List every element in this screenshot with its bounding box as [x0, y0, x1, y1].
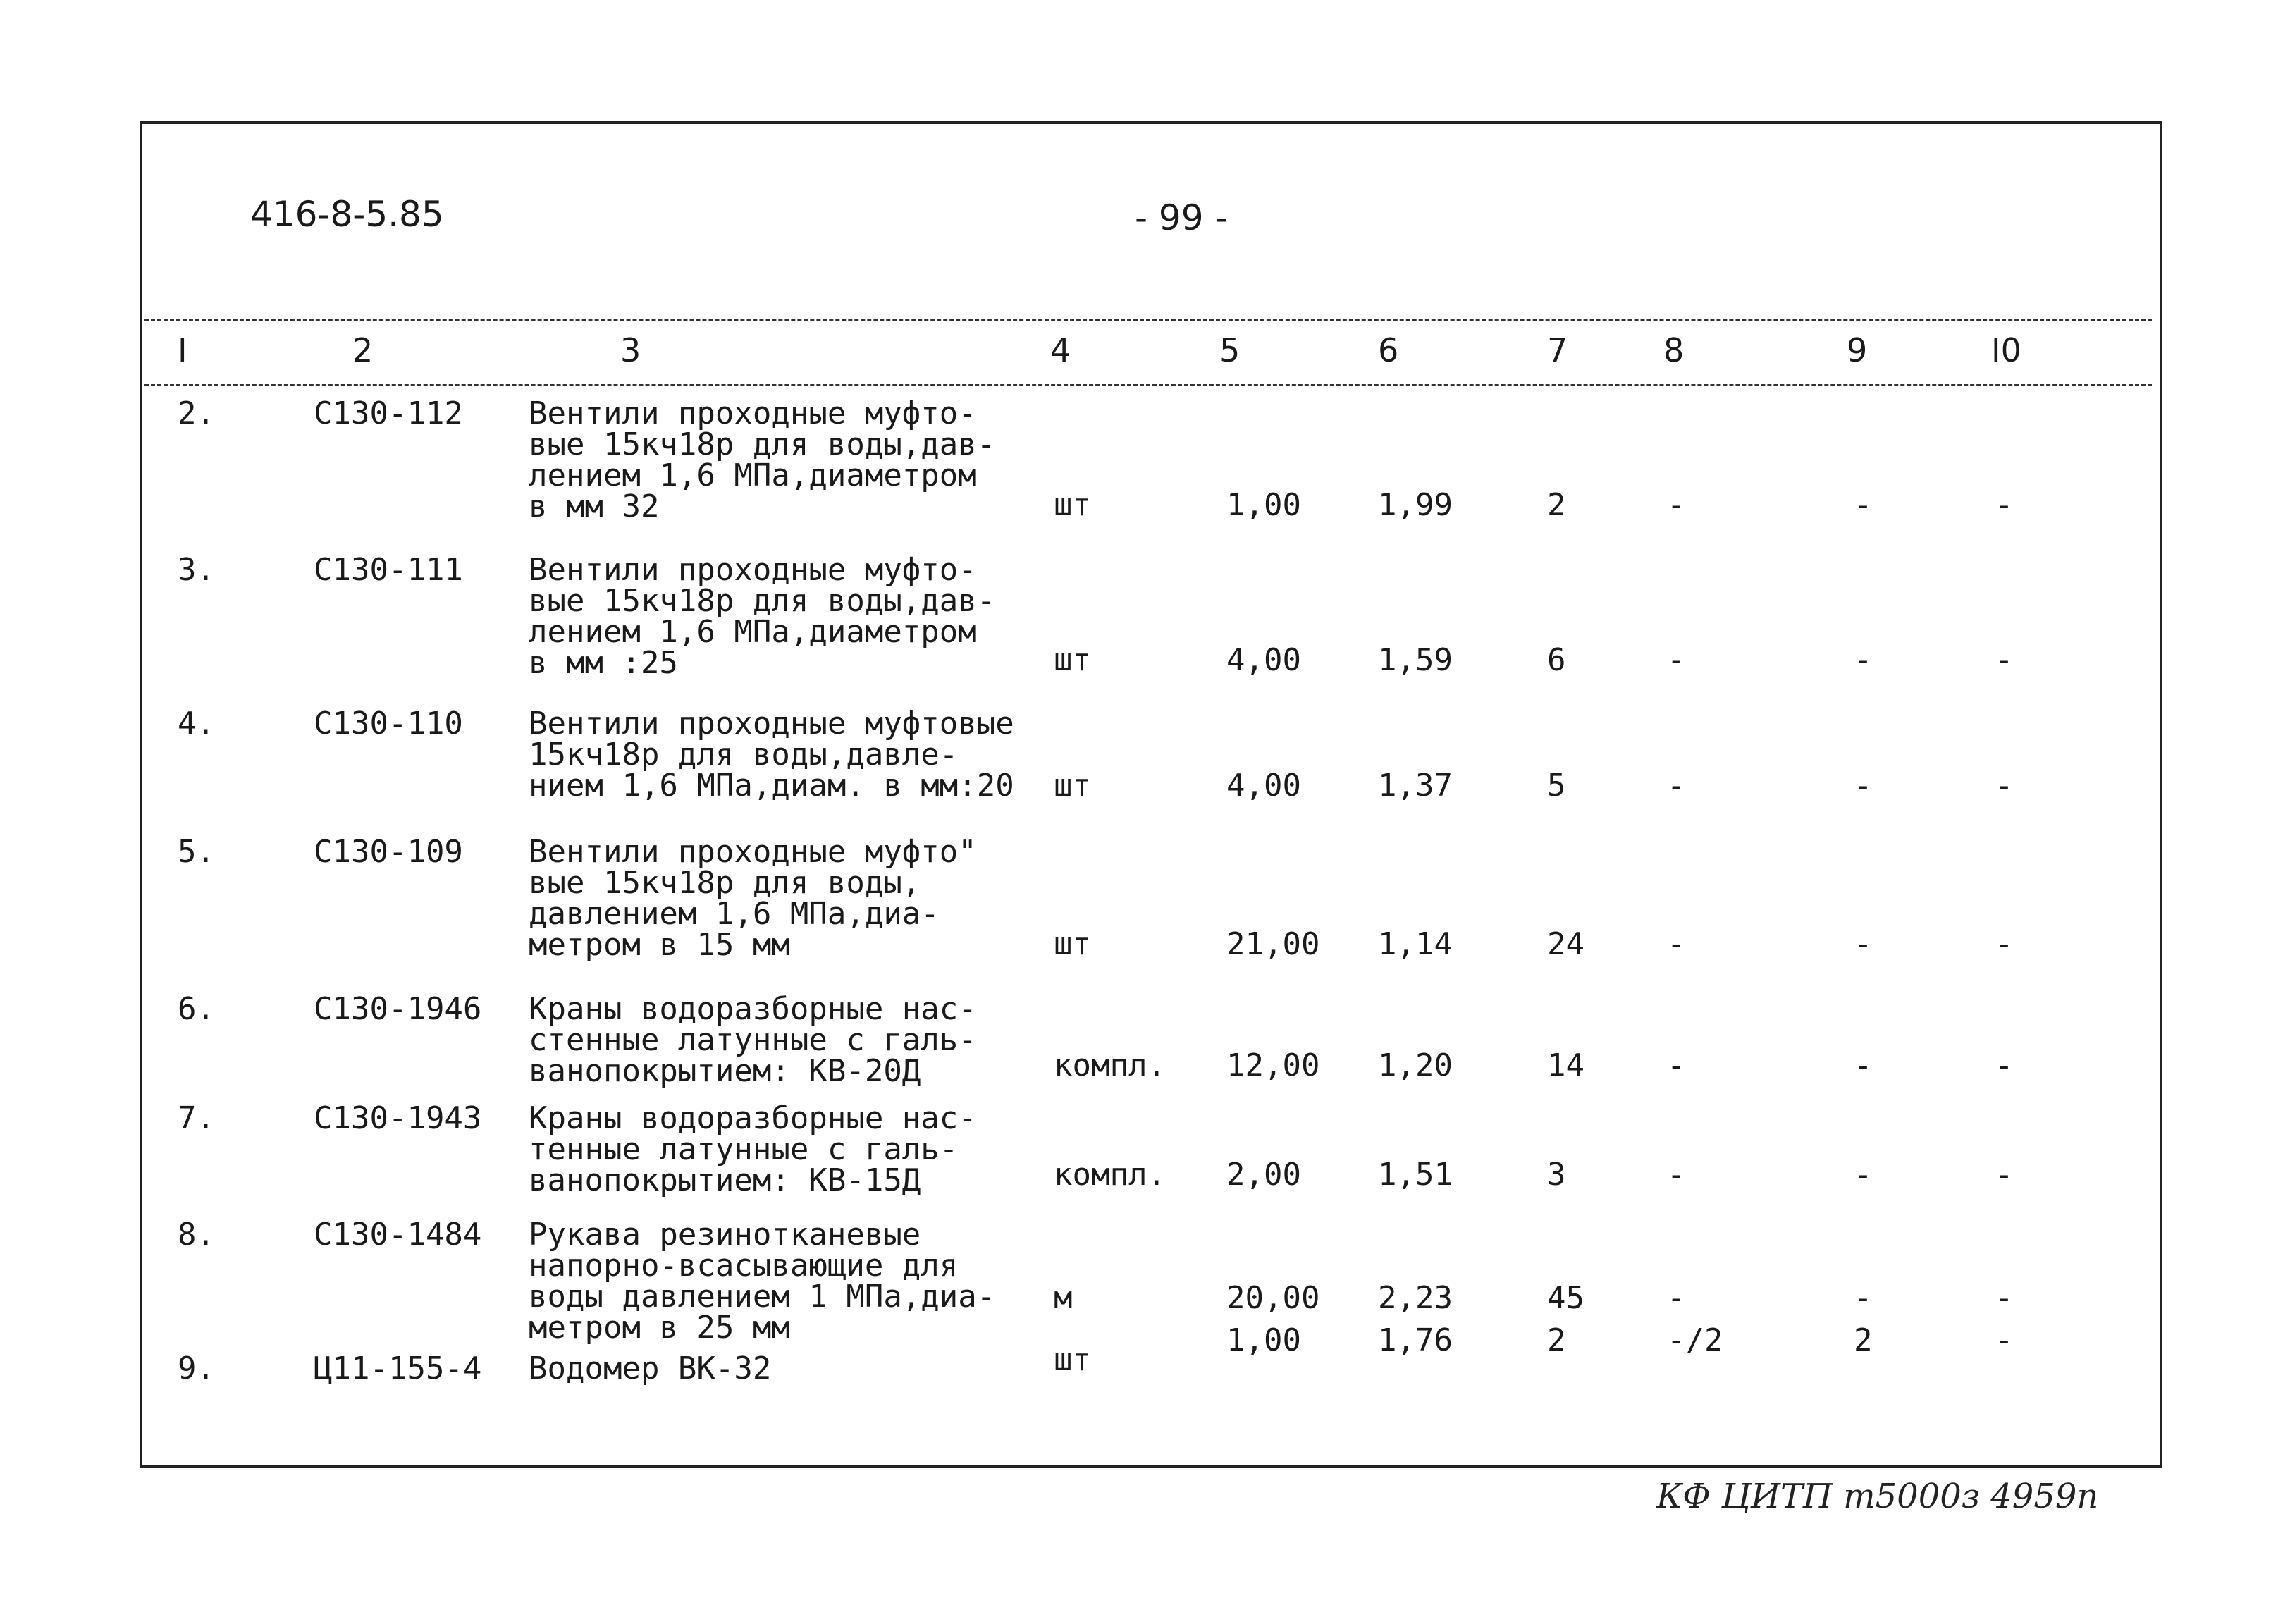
- item-description-line: метром в 15 мм: [529, 927, 790, 963]
- value-col-7: 14: [1547, 1047, 1584, 1083]
- value-col-6: 1,51: [1378, 1157, 1453, 1193]
- quantity: 4,00: [1226, 768, 1301, 804]
- item-description-line: ванопокрытием: КВ-15Д: [529, 1162, 921, 1198]
- item-description-line: стенные латунные с галь-: [529, 1022, 977, 1058]
- item-description-line: давлением 1,6 МПа,диа-: [529, 896, 940, 932]
- value-col-10: -: [1995, 1157, 2014, 1193]
- quantity: 20,00: [1226, 1280, 1320, 1316]
- value-col-6: 1,76: [1378, 1322, 1453, 1358]
- value-col-9: -: [1854, 768, 1873, 804]
- value-col-8: -: [1667, 1047, 1686, 1083]
- value-col-7: 5: [1547, 768, 1566, 804]
- value-col-6: 2,23: [1378, 1280, 1453, 1316]
- item-description-line: в мм 32: [529, 488, 660, 524]
- row-number: 8.: [178, 1217, 215, 1253]
- page-number: - 99 -: [1135, 197, 1228, 238]
- unit: шт: [1054, 926, 1091, 962]
- item-description-line: ванопокрытием: КВ-20Д: [529, 1053, 921, 1089]
- item-description-line: в мм :25: [529, 645, 678, 681]
- value-col-9: -: [1854, 642, 1873, 678]
- value-col-7: 2: [1547, 487, 1566, 523]
- value-col-10: -: [1995, 926, 2014, 962]
- item-code: С130-1484: [314, 1217, 482, 1253]
- item-description-line: вые 15кч18р для воды,дав-: [529, 426, 996, 462]
- value-col-9: -: [1854, 487, 1873, 523]
- quantity: 12,00: [1226, 1047, 1320, 1083]
- quantity: 1,00: [1226, 487, 1301, 523]
- value-col-7: 6: [1547, 642, 1566, 678]
- quantity: 21,00: [1226, 926, 1320, 962]
- item-code: Ц11-155-4: [314, 1351, 482, 1386]
- item-description-line: 15кч18р для воды,давле-: [529, 737, 959, 773]
- unit: шт: [1054, 768, 1091, 804]
- unit: шт: [1054, 642, 1091, 678]
- table-header-rule: [144, 384, 2152, 386]
- item-description-line: лением 1,6 МПа,диаметром: [529, 457, 977, 493]
- row-number: 6.: [178, 991, 215, 1027]
- column-number-4: 4: [1050, 331, 1071, 369]
- value-col-7: 45: [1547, 1280, 1584, 1316]
- item-description-line: Краны водоразборные нас-: [529, 1100, 977, 1136]
- column-number-2: 2: [352, 331, 374, 369]
- value-col-7: 3: [1547, 1157, 1566, 1193]
- value-col-10: -: [1995, 642, 2014, 678]
- value-col-9: -: [1854, 1280, 1873, 1316]
- column-number-5: 5: [1219, 331, 1241, 369]
- item-description-line: воды давлением 1 МПа,диа-: [529, 1279, 996, 1315]
- unit: компл.: [1054, 1047, 1166, 1083]
- value-col-9: -: [1854, 1047, 1873, 1083]
- item-code: С130-110: [314, 706, 463, 742]
- document-code: 416-8-5.85: [250, 194, 444, 235]
- item-description-line: Краны водоразборные нас-: [529, 991, 977, 1027]
- row-number: 2.: [178, 395, 215, 431]
- item-description-line: Вентили проходные муфто-: [529, 395, 977, 431]
- value-col-8: -: [1667, 1280, 1686, 1316]
- value-col-9: 2: [1854, 1322, 1873, 1358]
- value-col-8: -/2: [1667, 1322, 1723, 1358]
- row-number: 5.: [178, 834, 215, 870]
- value-col-6: 1,20: [1378, 1047, 1453, 1083]
- item-description-line: вые 15кч18р для воды,: [529, 865, 921, 901]
- table-top-rule: [144, 319, 2152, 321]
- value-col-8: -: [1667, 487, 1686, 523]
- value-col-6: 1,99: [1378, 487, 1453, 523]
- item-description-line: Вентили проходные муфтовые: [529, 706, 1014, 742]
- value-col-8: -: [1667, 768, 1686, 804]
- item-description-line: тенные латунные с галь-: [529, 1131, 959, 1167]
- row-number: 4.: [178, 706, 215, 742]
- item-description-line: Рукава резинотканевые: [529, 1217, 921, 1253]
- item-description-line: нием 1,6 МПа,диам. в мм:20: [529, 768, 1014, 804]
- archive-stamp: КФ ЦИТП т5000з 4959п: [1656, 1477, 2099, 1516]
- item-description-line: вые 15кч18р для воды,дав-: [529, 583, 996, 619]
- item-description-line: метром в 25 мм: [529, 1310, 790, 1346]
- value-col-10: -: [1995, 487, 2014, 523]
- column-number-9: 9: [1847, 331, 1868, 369]
- column-number-10: I0: [1991, 331, 2021, 369]
- value-col-10: -: [1995, 1280, 2014, 1316]
- item-description-line: лением 1,6 МПа,диаметром: [529, 614, 977, 650]
- column-number-1: I: [178, 331, 187, 369]
- unit: шт: [1054, 1342, 1091, 1378]
- quantity: 1,00: [1226, 1322, 1301, 1358]
- row-number: 7.: [178, 1100, 215, 1136]
- value-col-9: -: [1854, 1157, 1873, 1193]
- column-number-7: 7: [1547, 331, 1568, 369]
- item-description-line: Вентили проходные муфто-: [529, 552, 977, 588]
- item-code: С130-1946: [314, 991, 482, 1027]
- column-number-6: 6: [1378, 331, 1399, 369]
- value-col-10: -: [1995, 1322, 2014, 1358]
- value-col-6: 1,14: [1378, 926, 1453, 962]
- item-code: С130-112: [314, 395, 463, 431]
- value-col-6: 1,59: [1378, 642, 1453, 678]
- value-col-8: -: [1667, 926, 1686, 962]
- item-code: С130-1943: [314, 1100, 482, 1136]
- unit: шт: [1054, 487, 1091, 523]
- value-col-8: -: [1667, 1157, 1686, 1193]
- column-number-3: 3: [620, 331, 641, 369]
- quantity: 4,00: [1226, 642, 1301, 678]
- value-col-7: 24: [1547, 926, 1584, 962]
- value-col-10: -: [1995, 768, 2014, 804]
- item-description-line: напорно-всасывающие для: [529, 1248, 959, 1284]
- row-number: 3.: [178, 552, 215, 588]
- item-code: С130-109: [314, 834, 463, 870]
- value-col-10: -: [1995, 1047, 2014, 1083]
- unit: м: [1054, 1280, 1073, 1316]
- item-description-line: Вентили проходные муфто": [529, 834, 977, 870]
- quantity: 2,00: [1226, 1157, 1301, 1193]
- column-number-8: 8: [1663, 331, 1685, 369]
- item-description-line: Водомер ВК-32: [529, 1351, 772, 1386]
- unit: компл.: [1054, 1157, 1166, 1193]
- item-code: С130-111: [314, 552, 463, 588]
- value-col-8: -: [1667, 642, 1686, 678]
- row-number: 9.: [178, 1351, 215, 1386]
- value-col-6: 1,37: [1378, 768, 1453, 804]
- value-col-7: 2: [1547, 1322, 1566, 1358]
- value-col-9: -: [1854, 926, 1873, 962]
